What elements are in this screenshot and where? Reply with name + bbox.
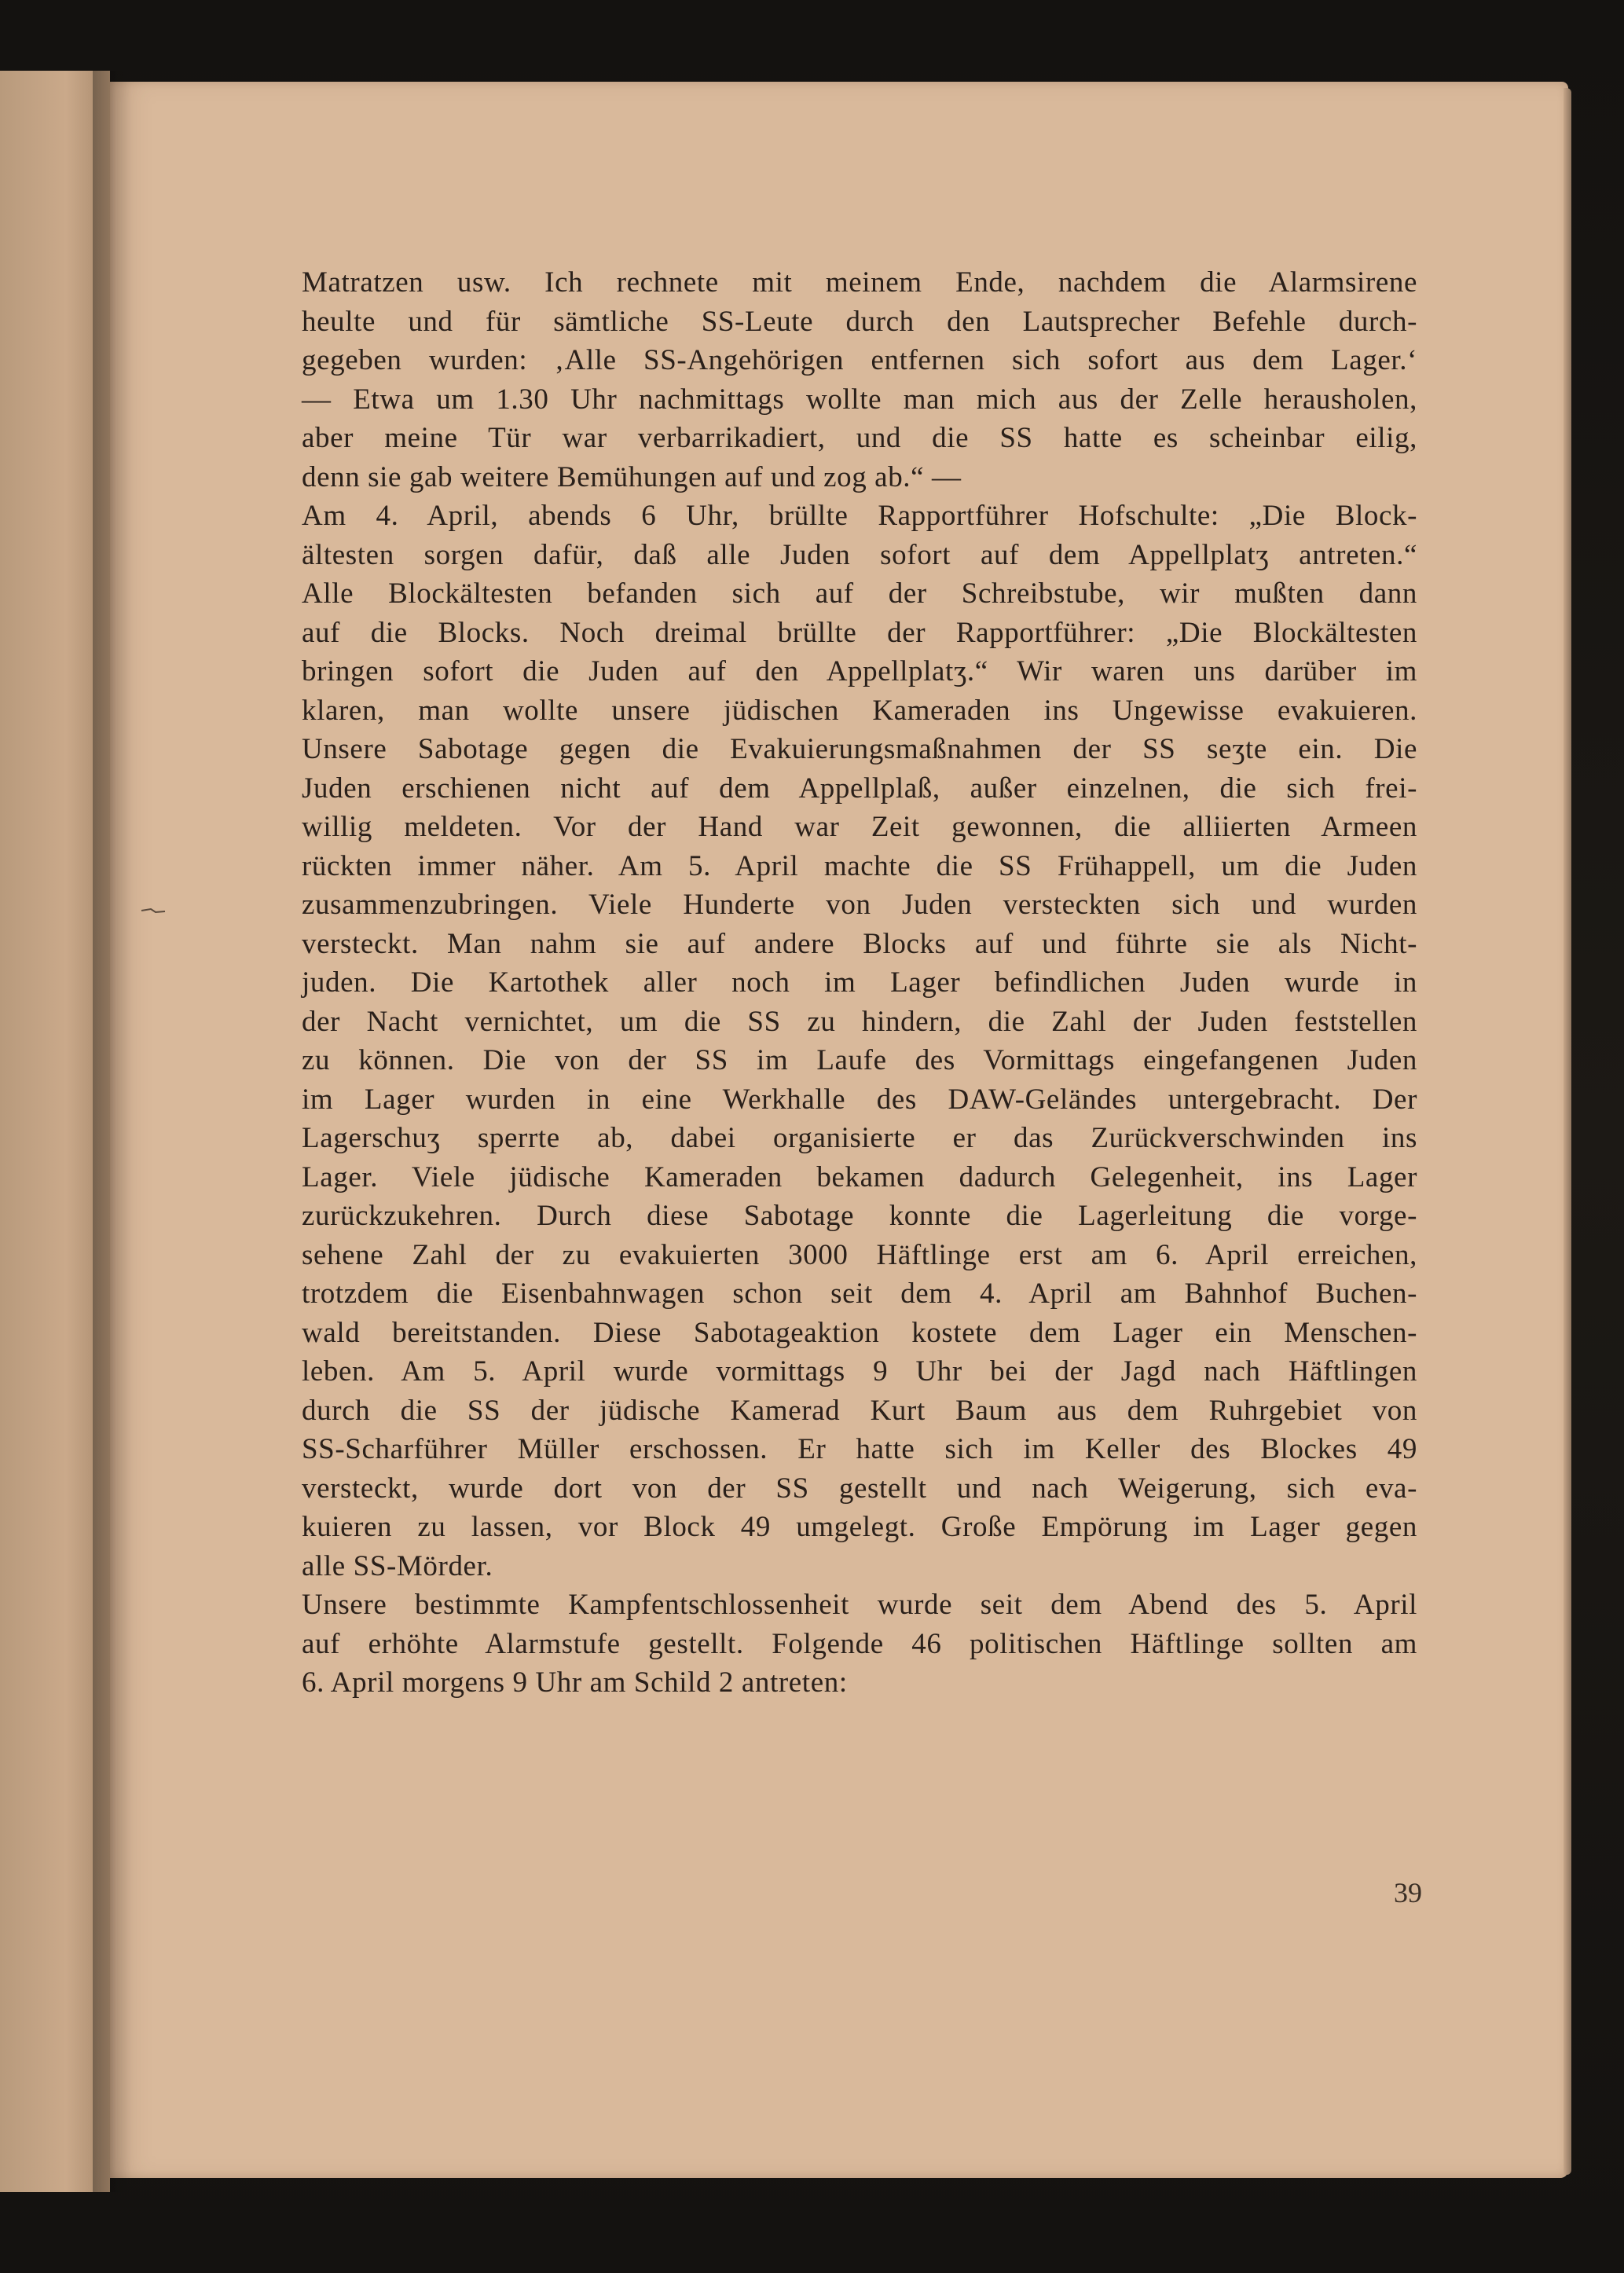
text-line: Matratzen usw. Ich rechnete mit meinem Ende, nachdem die Alarmsirene [302,266,1417,299]
text-line: Alle Blockältesten befanden sich auf der Schreibstube, wir mußten dann [302,577,1417,610]
text-line: zusammenzubringen. Viele Hunderte von Juden versteckten sich und wurden [302,889,1417,921]
margin-pencil-mark [140,904,167,915]
text-line: im Lager wurden in eine Werkhalle des DAW-Geländes untergebracht. Der [302,1083,1417,1116]
text-line: wald bereitstanden. Diese Sabotageaktion kostete dem Lager ein Menschen- [302,1316,1417,1349]
text-line: Lager. Viele jüdische Kameraden bekamen dadurch Gelegenheit, ins Lager [302,1160,1417,1193]
text-line: trotzdem die Eisenbahnwagen schon seit dem 4. April am Bahnhof Buchen- [302,1278,1417,1310]
text-line: sehene Zahl der zu evakuierten 3000 Häftlinge erst am 6. April erreichen, [302,1238,1417,1271]
text-line: zu können. Die von der SS im Laufe des Vormittags eingefangenen Juden [302,1044,1417,1076]
text-line: durch die SS der jüdische Kamerad Kurt Baum aus dem Ruhrgebiet von [302,1394,1417,1427]
text-line: alle SS-Mörder. [302,1549,493,1582]
text-line: zurückzukehren. Durch diese Sabotage konnte die Lagerleitung die vorge- [302,1200,1417,1232]
gutter-shadow [93,71,132,2192]
body-text [302,263,1417,1703]
text-line: denn sie gab weitere Bemühungen auf und zog ab.“ — [302,460,962,493]
text-line: — Etwa um 1.30 Uhr nachmittags wollte man mich aus der Zelle herausholen, [302,383,1417,416]
text-line: leben. Am 5. April wurde vormittags 9 Uhr bei der Jagd nach Häftlingen [302,1355,1417,1388]
text-line: willig meldeten. Vor der Hand war Zeit gewonnen, die alliierten Armeen [302,811,1417,843]
text-line: auf erhöhte Alarmstufe gestellt. Folgende 46 politischen Häftlinge sollten am [302,1627,1417,1660]
text-line: der Nacht vernichtet, um die SS zu hindern, die Zahl der Juden feststellen [302,1005,1417,1038]
text-line: versteckt. Man nahm sie auf andere Blocks auf und führte sie als Nicht- [302,927,1417,960]
text-line: versteckt, wurde dort von der SS gestellt und nach Weigerung, sich eva- [302,1472,1417,1505]
text-line: Unsere bestimmte Kampfentschlossenheit wurde seit dem Abend des 5. April [302,1589,1417,1621]
text-line: Unsere Sabotage gegen die Evakuierungsmaßnahmen der SS seʒte ein. Die [302,733,1417,765]
text-line: ältesten sorgen dafür, daß alle Juden sofort auf dem Appellplatʒ antreten.“ [302,538,1417,571]
page-number: 39 [1394,1877,1422,1908]
text-line: SS-Scharführer Müller erschossen. Er hatte sich im Keller des Blockes 49 [302,1433,1417,1465]
text-line: Lagerschuʒ sperrte ab, dabei organisierte er das Zurückverschwinden ins [302,1122,1417,1154]
text-line: juden. Die Kartothek aller noch im Lager befindlichen Juden wurde in [302,966,1417,999]
text-line: gegeben wurden: ‚Alle SS-Angehörigen entfernen sich sofort aus dem Lager.‘ [302,344,1417,376]
text-line: bringen sofort die Juden auf den Appellplatʒ.“ Wir waren uns darüber im [302,655,1417,687]
text-line: Juden erschienen nicht auf dem Appellplaß, außer einzelnen, die sich frei- [302,772,1417,805]
page-right-edge [1564,88,1571,2175]
text-line: rückten immer näher. Am 5. April machte die SS Frühappell, um die Juden [302,849,1417,882]
text-line: heulte und für sämtliche SS-Leute durch den Lautsprecher Befehle durch- [302,305,1417,338]
text-line: kuieren zu lassen, vor Block 49 umgelegt. Große Empörung im Lager gegen [302,1511,1417,1543]
text-line: auf die Blocks. Noch dreimal brüllte der Rapportführer: „Die Blockältesten [302,616,1417,649]
text-line: aber meine Tür war verbarrikadiert, und die SS hatte es scheinbar eilig, [302,422,1417,454]
text-line: klaren, man wollte unsere jüdischen Kameraden ins Ungewisse evakuieren. [302,694,1417,727]
text-line: Am 4. April, abends 6 Uhr, brüllte Rapportführer Hofschulte: „Die Block- [302,500,1417,532]
text-line: 6. April morgens 9 Uhr am Schild 2 antreten: [302,1666,848,1699]
